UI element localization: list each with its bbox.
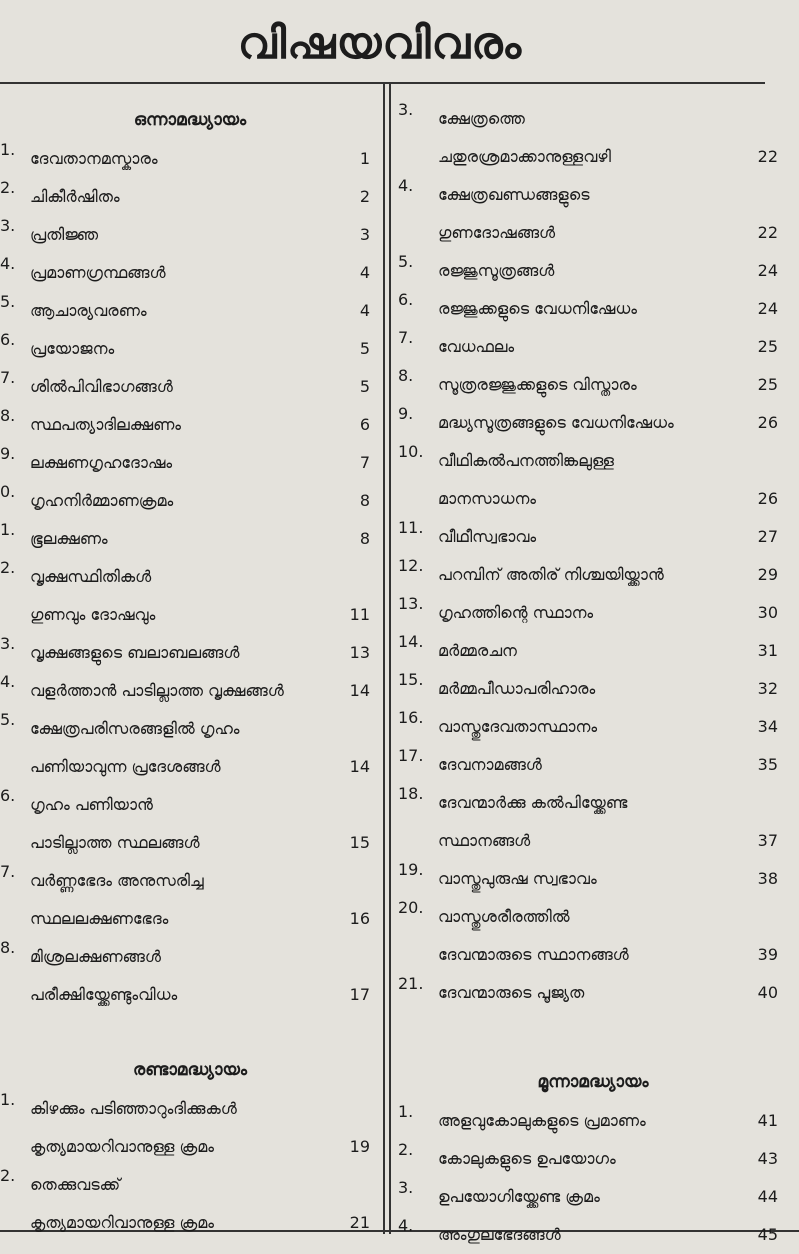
entry-title-line: വീഥീസ്വഭാവം — [438, 527, 537, 546]
toc-entry — [0, 672, 380, 710]
entry-title — [0, 482, 380, 520]
toc-entry — [398, 176, 788, 252]
entry-title — [0, 1166, 380, 1242]
entry-page-number: 29 — [757, 565, 778, 584]
entry-page-number: 15 — [349, 833, 370, 852]
entry-title — [398, 366, 788, 404]
entry-title-line: ക്ഷേത്രഖണ്ഡങ്ങളുടെ — [438, 185, 590, 204]
entry-title-line: അളവുകോലുകളുടെ പ്രമാണം — [438, 1111, 646, 1130]
entry-title-line: ഗുണവും ദോഷവും — [30, 605, 156, 624]
entry-title-line: ദേവതാനമസ്കാരം — [30, 149, 158, 168]
toc-entry — [0, 520, 380, 558]
entry-number: 1. — [0, 520, 16, 539]
entry-title — [0, 140, 380, 178]
entry-number: 21. — [398, 974, 424, 993]
entry-page-number: 4 — [359, 263, 370, 282]
toc-entry — [0, 1166, 380, 1242]
entry-title-line: ഗുണദോഷങ്ങൾ — [438, 223, 556, 242]
entry-page-number: 7 — [359, 453, 370, 472]
entry-number: 4. — [398, 1216, 414, 1235]
entry-page-number: 14 — [349, 757, 370, 776]
toc-entry — [398, 556, 788, 594]
entry-title-line: വാസ്തുദേവതാസ്ഥാനം — [438, 717, 598, 736]
entry-title — [398, 1140, 788, 1178]
toc-entry — [0, 862, 380, 938]
entry-title-line: മിശ്രലക്ഷണങ്ങൾ — [30, 947, 161, 966]
entry-title — [398, 860, 788, 898]
entry-title-line: വർണ്ണഭേദം അനുസരിച്ച — [30, 871, 204, 890]
entry-number: 4. — [0, 672, 16, 691]
entry-number: 1. — [0, 140, 16, 159]
entry-page-number: 5 — [359, 377, 370, 396]
entry-number: 2. — [0, 1166, 16, 1185]
entry-page-number: 21 — [349, 1213, 370, 1232]
toc-entry — [398, 442, 788, 518]
entry-page-number: 17 — [349, 985, 370, 1004]
toc-entry — [398, 898, 788, 974]
toc-entry — [398, 290, 788, 328]
entry-page-number: 8 — [359, 491, 370, 510]
entry-title — [398, 898, 788, 974]
entry-page-number: 44 — [757, 1187, 778, 1206]
entry-title-line: മാനസാധനം — [438, 489, 537, 508]
entry-title — [0, 254, 380, 292]
chapter-heading: രണ്ടാമദ്ധ്യായം — [133, 1060, 247, 1080]
entry-title — [398, 100, 788, 176]
toc-entry — [398, 784, 788, 860]
entry-title — [398, 594, 788, 632]
entry-number: 15. — [398, 670, 424, 689]
entry-title-line: ദേവന്മാരുടെ പൂജ്യത — [438, 983, 585, 1002]
entry-number: 3. — [398, 1178, 414, 1197]
entry-title-line: ക്ഷേത്രപരിസരങ്ങളിൽ ഗൃഹം — [30, 719, 240, 738]
entry-title — [0, 786, 380, 862]
entry-title-line: ചതുരശ്രമാക്കാനുള്ളവഴി — [438, 147, 612, 166]
toc-entry — [0, 938, 380, 1014]
toc-entry — [398, 252, 788, 290]
entry-title-line: ആചാര്യവരണം — [30, 301, 147, 320]
toc-entry — [398, 100, 788, 176]
toc-entry — [398, 366, 788, 404]
entry-title-line: ദേവന്മാരുടെ സ്ഥാനങ്ങൾ — [438, 945, 629, 964]
toc-entry — [0, 406, 380, 444]
entry-title-line: ലക്ഷണഗൃഹദോഷം — [30, 453, 173, 472]
entry-title-line: ഗൃഹത്തിന്റെ സ്ഥാനം — [438, 603, 594, 622]
toc-entry — [0, 140, 380, 178]
entry-title-line: പാടില്ലാത്ത സ്ഥലങ്ങൾ — [30, 833, 200, 852]
entry-page-number: 31 — [757, 641, 778, 660]
entry-title — [0, 216, 380, 254]
entry-number: 5. — [398, 252, 414, 271]
entry-title-line: കിഴക്കും പടിഞ്ഞാറുംദിക്കുകൾ — [30, 1099, 237, 1118]
toc-entry — [0, 292, 380, 330]
entry-title — [0, 634, 380, 672]
entry-title-line: ദേവനാമങ്ങൾ — [438, 755, 542, 774]
toc-entry — [0, 558, 380, 634]
entry-number: 18. — [398, 784, 424, 803]
entry-title — [398, 518, 788, 556]
chapter1-entries — [0, 140, 380, 1014]
entry-number: 9. — [0, 444, 16, 463]
entry-title — [0, 406, 380, 444]
toc-entry — [0, 444, 380, 482]
entry-number: 2. — [0, 178, 16, 197]
entry-number: 16. — [398, 708, 424, 727]
entry-title-line: വൃക്ഷസ്ഥിതികൾ — [30, 567, 152, 586]
toc-entry — [398, 708, 788, 746]
entry-title-line: വാസ്തുശരീരത്തിൽ — [438, 907, 570, 926]
toc-entry — [398, 746, 788, 784]
entry-number: 5. — [0, 292, 16, 311]
entry-title — [398, 328, 788, 366]
entry-title-line: സ്ഥാനങ്ങൾ — [438, 831, 531, 850]
entry-number: 9. — [398, 404, 414, 423]
right-column — [398, 100, 788, 1254]
entry-title-line: പ്രതിജ്ഞ — [30, 225, 99, 244]
entry-title-line: രജ്ജുസൂത്രങ്ങൾ — [438, 261, 555, 280]
toc-entry — [0, 330, 380, 368]
entry-title-line: മർമ്മരചന — [438, 641, 517, 660]
entry-page-number: 26 — [757, 413, 778, 432]
entry-page-number: 2 — [359, 187, 370, 206]
entry-page-number: 39 — [757, 945, 778, 964]
entry-title — [398, 442, 788, 518]
entry-title-line: ദേവന്മാർക്കു കൽപിയ്ക്കേണ്ട — [438, 793, 628, 812]
entry-number: 19. — [398, 860, 424, 879]
entry-title-line: സ്ഥപത്യാദിലക്ഷണം — [30, 415, 181, 434]
entry-number: 7. — [0, 862, 16, 881]
entry-title-line: ഗൃഹം പണിയാൻ — [30, 795, 153, 814]
entry-title — [0, 520, 380, 558]
entry-number: 2. — [0, 558, 16, 577]
entry-number: 0. — [0, 482, 16, 501]
entry-number: 13. — [398, 594, 424, 613]
entry-title — [0, 292, 380, 330]
entry-title — [398, 290, 788, 328]
entry-title-line: ഉപയോഗിയ്ക്കേണ്ട ക്രമം — [438, 1187, 600, 1206]
entry-page-number: 25 — [757, 375, 778, 394]
entry-title-line: വാസ്തുപുരുഷ സ്വഭാവം — [438, 869, 597, 888]
entry-number: 2. — [398, 1140, 414, 1159]
entry-page-number: 14 — [349, 681, 370, 700]
entry-number: 8. — [398, 366, 414, 385]
entry-title — [398, 670, 788, 708]
entry-page-number: 27 — [757, 527, 778, 546]
entry-page-number: 30 — [757, 603, 778, 622]
entry-title-line: ഭൂലക്ഷണം — [30, 529, 108, 548]
toc-entry — [0, 368, 380, 406]
toc-entry — [0, 178, 380, 216]
toc-entry — [398, 1216, 788, 1254]
entry-number: 3. — [0, 216, 16, 235]
entry-page-number: 43 — [757, 1149, 778, 1168]
toc-entry — [398, 632, 788, 670]
entry-title — [0, 444, 380, 482]
entry-page-number: 24 — [757, 261, 778, 280]
entry-title — [398, 252, 788, 290]
entry-title-line: കോലുകളുടെ ഉപയോഗം — [438, 1149, 616, 1168]
entry-title-line: സൂത്രരജ്ജുക്കളുടെ വിസ്താരം — [438, 375, 637, 394]
toc-entry — [398, 328, 788, 366]
entry-page-number: 13 — [349, 643, 370, 662]
entry-title — [0, 178, 380, 216]
toc-entry — [398, 404, 788, 442]
entry-page-number: 3 — [359, 225, 370, 244]
entry-number: 6. — [0, 786, 16, 805]
entry-title-line: കൃത്യമായറിവാനുള്ള ക്രമം — [30, 1213, 215, 1232]
toc-entry — [0, 216, 380, 254]
entry-title-line: സ്ഥലലക്ഷണഭേദം — [30, 909, 169, 928]
entry-title — [398, 784, 788, 860]
entry-number: 3. — [0, 634, 16, 653]
entry-title — [398, 632, 788, 670]
toc-entry — [398, 974, 788, 1012]
entry-title — [398, 1102, 788, 1140]
entry-number: 6. — [0, 330, 16, 349]
entry-title — [398, 1178, 788, 1216]
chapter2-entries — [0, 1090, 380, 1242]
entry-number: 7. — [398, 328, 414, 347]
toc-entry — [0, 710, 380, 786]
entry-title — [398, 404, 788, 442]
entry-title-line: ക്ഷേത്രത്തെ — [438, 109, 525, 128]
entry-page-number: 37 — [757, 831, 778, 850]
toc-entry — [0, 1090, 380, 1166]
entry-page-number: 8 — [359, 529, 370, 548]
toc-entry — [0, 254, 380, 292]
entry-title-line: ചികീർഷിതം — [30, 187, 120, 206]
entry-number: 3. — [398, 100, 414, 119]
toc-entry — [398, 1178, 788, 1216]
entry-title — [398, 746, 788, 784]
entry-page-number: 45 — [757, 1225, 778, 1244]
entry-number: 17. — [398, 746, 424, 765]
entry-page-number: 32 — [757, 679, 778, 698]
entry-title — [398, 974, 788, 1012]
entry-number: 11. — [398, 518, 424, 537]
entry-number: 4. — [0, 254, 16, 273]
entry-number: 1. — [398, 1102, 414, 1121]
entry-title — [0, 1090, 380, 1166]
entry-number: 12. — [398, 556, 424, 575]
entry-title-line: ഗൃഹനിർമ്മാണക്രമം — [30, 491, 174, 510]
chapter3-entries — [398, 1102, 788, 1254]
entry-title-line: പരീക്ഷിയ്ക്കേണ്ടുംവിധം — [30, 985, 178, 1004]
chapter-heading: ഒന്നാമദ്ധ്യായം — [133, 110, 247, 130]
chapter-heading: മൂന്നാമദ്ധ്യായം — [537, 1072, 649, 1092]
entry-title-line: വേധഫലം — [438, 337, 515, 356]
entry-title-line: തെക്കുവടക്ക് — [30, 1175, 121, 1194]
entry-number: 1. — [0, 1090, 16, 1109]
toc-entry — [398, 1102, 788, 1140]
entry-title — [0, 368, 380, 406]
entry-page-number: 19 — [349, 1137, 370, 1156]
entry-number: 5. — [0, 710, 16, 729]
entry-title-line: പ്രമാണഗ്രന്ഥങ്ങൾ — [30, 263, 166, 282]
entry-page-number: 6 — [359, 415, 370, 434]
entry-title-line: പ്രയോജനം — [30, 339, 115, 358]
toc-entry — [398, 1140, 788, 1178]
toc-entry — [398, 670, 788, 708]
entry-page-number: 4 — [359, 301, 370, 320]
toc-entry — [398, 860, 788, 898]
entry-page-number: 38 — [757, 869, 778, 888]
entry-title — [0, 938, 380, 1014]
entry-page-number: 1 — [359, 149, 370, 168]
toc-entry — [398, 594, 788, 632]
column-divider-right — [389, 84, 391, 1234]
entry-number: 8. — [0, 938, 16, 957]
entry-title-line: വീഥികൽപനത്തിങ്കലുള്ള — [438, 451, 614, 470]
entry-title — [0, 862, 380, 938]
toc-entry — [0, 634, 380, 672]
entry-page-number: 11 — [349, 605, 370, 624]
entry-title — [0, 710, 380, 786]
entry-title — [398, 556, 788, 594]
toc-entry — [0, 482, 380, 520]
entry-page-number: 5 — [359, 339, 370, 358]
entry-number: 8. — [0, 406, 16, 425]
entry-title — [0, 672, 380, 710]
entry-number: 10. — [398, 442, 424, 461]
entry-page-number: 40 — [757, 983, 778, 1002]
toc-entry — [0, 786, 380, 862]
entry-title-line: അംഗുലഭേദങ്ങൾ — [438, 1225, 561, 1244]
entry-page-number: 35 — [757, 755, 778, 774]
entry-title — [398, 1216, 788, 1254]
entry-page-number: 22 — [757, 223, 778, 242]
entry-title — [0, 330, 380, 368]
column-divider-left — [383, 84, 385, 1234]
entry-title-line: വളർത്താൻ പാടില്ലാത്ത വൃക്ഷങ്ങൾ — [30, 681, 284, 700]
entry-title — [0, 558, 380, 634]
left-column — [0, 100, 380, 1242]
entry-page-number: 16 — [349, 909, 370, 928]
entry-title-line: പണിയാവുന്ന പ്രദേശങ്ങൾ — [30, 757, 221, 776]
entry-number: 20. — [398, 898, 424, 917]
entry-number: 6. — [398, 290, 414, 309]
entry-title-line: കൃത്യമായറിവാനുള്ള ക്രമം — [30, 1137, 215, 1156]
entry-page-number: 25 — [757, 337, 778, 356]
entry-title — [398, 176, 788, 252]
chapter2-continued-entries — [398, 100, 788, 1012]
entry-title-line: മർമ്മപീഡാപരിഹാരം — [438, 679, 596, 698]
entry-title — [398, 708, 788, 746]
entry-page-number: 22 — [757, 147, 778, 166]
entry-title-line: മദ്ധ്യസൂത്രങ്ങളുടെ വേധനിഷേധം — [438, 413, 674, 432]
entry-page-number: 41 — [757, 1111, 778, 1130]
entry-number: 14. — [398, 632, 424, 651]
toc-entry — [398, 518, 788, 556]
entry-number: 4. — [398, 176, 414, 195]
entry-title-line: വൃക്ഷങ്ങളുടെ ബലാബലങ്ങൾ — [30, 643, 240, 662]
entry-page-number: 26 — [757, 489, 778, 508]
entry-title-line: പറമ്പിന് അതിര് നിശ്ചയിയ്ക്കാൻ — [438, 565, 664, 584]
entry-title-line: ശിൽപിവിഭാഗങ്ങൾ — [30, 377, 173, 396]
page-title: വിഷയവിവരം — [237, 18, 523, 69]
entry-page-number: 34 — [757, 717, 778, 736]
entry-number: 7. — [0, 368, 16, 387]
entry-page-number: 24 — [757, 299, 778, 318]
entry-title-line: രജ്ജുക്കളുടെ വേധനിഷേധം — [438, 299, 637, 318]
